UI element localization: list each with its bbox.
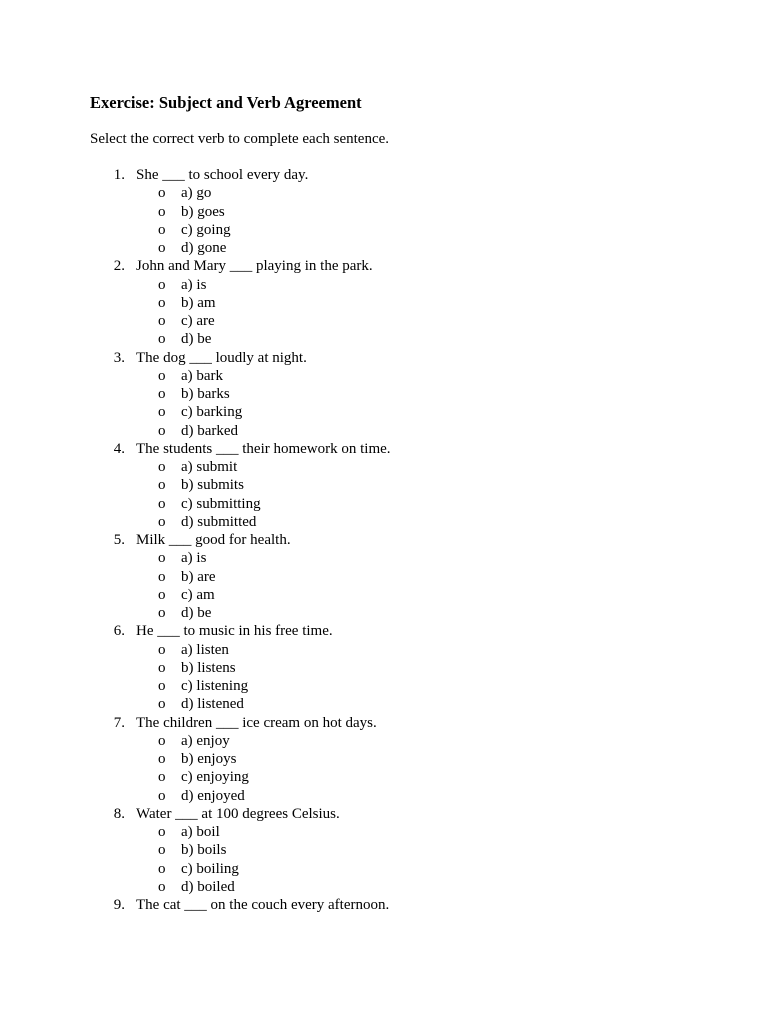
option-text: b) barks [181, 386, 230, 402]
option-bullet: o [158, 586, 166, 603]
option-bullet: o [158, 824, 166, 840]
question-item [0, 714, 768, 805]
option-text: d) gone [181, 240, 227, 256]
option-bullet: o [158, 550, 166, 567]
option-item [0, 367, 768, 385]
option-text: c) boiling [181, 860, 239, 877]
question-number: 6. [113, 623, 125, 640]
option-text: c) are [181, 313, 215, 329]
option-text: b) boils [181, 842, 227, 859]
option-bullet: o [158, 696, 166, 713]
option-text: b) are [181, 568, 216, 585]
question-text: The children ___ ice cream on hot days. [136, 714, 377, 731]
question-text: She ___ to school every day. [136, 167, 309, 183]
option-item [0, 677, 768, 695]
option-item [0, 422, 768, 440]
question-row [0, 440, 768, 458]
option-text: d) enjoyed [181, 787, 245, 804]
question-row [0, 531, 768, 549]
option-bullet: o [158, 732, 166, 749]
question-item [0, 349, 768, 440]
option-bullet: o [158, 313, 166, 329]
question-text: Water ___ at 100 degrees Celsius. [136, 805, 340, 822]
option-text: a) bark [181, 367, 224, 384]
question-item [0, 440, 768, 531]
page-title: Exercise: Subject and Verb Agreement [90, 93, 362, 112]
option-item [0, 476, 768, 494]
option-text: d) barked [181, 422, 239, 439]
option-item [0, 787, 768, 805]
question-row [0, 622, 768, 640]
option-bullet: o [158, 459, 166, 475]
option-item [0, 495, 768, 513]
question-row [0, 257, 768, 275]
option-text: d) listened [181, 696, 244, 713]
option-item [0, 330, 768, 348]
option-bullet: o [158, 185, 166, 202]
option-text: d) be [181, 331, 212, 348]
option-text: a) is [181, 550, 207, 567]
option-item [0, 184, 768, 202]
option-text: c) listening [181, 678, 249, 694]
option-list [0, 549, 768, 622]
option-bullet: o [158, 860, 166, 877]
question-item [0, 257, 768, 348]
option-text: a) go [181, 185, 212, 202]
option-bullet: o [158, 878, 166, 895]
option-bullet: o [158, 495, 166, 512]
option-bullet: o [158, 294, 166, 311]
question-number: 2. [113, 258, 125, 275]
option-item [0, 586, 768, 604]
option-text: c) barking [181, 404, 243, 421]
question-text: Milk ___ good for health. [136, 532, 291, 548]
question-number: 9. [113, 897, 125, 913]
option-bullet: o [158, 221, 166, 238]
option-item [0, 458, 768, 476]
option-item [0, 549, 768, 567]
option-item [0, 841, 768, 859]
question-row [0, 166, 768, 184]
option-text: a) submit [181, 459, 238, 475]
option-text: a) boil [181, 824, 220, 840]
option-item [0, 239, 768, 257]
option-item [0, 659, 768, 677]
question-list [0, 166, 768, 914]
option-bullet: o [158, 842, 166, 859]
question-row [0, 349, 768, 367]
question-item [0, 531, 768, 622]
option-list [0, 732, 768, 805]
option-list [0, 276, 768, 349]
option-item [0, 732, 768, 750]
option-item [0, 695, 768, 713]
option-bullet: o [158, 203, 166, 220]
option-text: b) enjoys [181, 751, 237, 767]
option-list [0, 823, 768, 896]
option-item [0, 294, 768, 312]
option-bullet: o [158, 240, 166, 256]
question-text: John and Mary ___ playing in the park. [136, 258, 373, 275]
option-bullet: o [158, 276, 166, 293]
option-bullet: o [158, 422, 166, 439]
option-list [0, 641, 768, 714]
option-text: c) submitting [181, 495, 261, 512]
option-item [0, 750, 768, 768]
option-bullet: o [158, 641, 166, 658]
option-text: c) enjoying [181, 769, 249, 786]
option-item [0, 385, 768, 403]
question-row [0, 805, 768, 823]
option-item [0, 568, 768, 586]
option-item [0, 203, 768, 221]
option-item [0, 860, 768, 878]
option-text: c) am [181, 586, 215, 603]
question-item [0, 622, 768, 713]
option-text: d) boiled [181, 878, 235, 895]
option-bullet: o [158, 751, 166, 767]
question-text: The cat ___ on the couch every afternoon. [136, 897, 390, 913]
question-item [0, 896, 768, 914]
option-text: d) be [181, 605, 212, 621]
question-number: 3. [113, 349, 125, 366]
option-item [0, 878, 768, 896]
option-item [0, 768, 768, 786]
option-text: a) listen [181, 641, 229, 658]
option-item [0, 604, 768, 622]
option-item [0, 312, 768, 330]
question-row [0, 714, 768, 732]
option-bullet: o [158, 386, 166, 402]
option-text: b) submits [181, 477, 244, 494]
option-bullet: o [158, 568, 166, 585]
question-item [0, 166, 768, 257]
option-text: a) is [181, 276, 207, 293]
question-row [0, 896, 768, 914]
option-text: d) submitted [181, 513, 257, 530]
option-item [0, 513, 768, 531]
option-bullet: o [158, 331, 166, 348]
option-item [0, 823, 768, 841]
option-text: b) am [181, 294, 216, 311]
option-text: b) listens [181, 659, 236, 676]
question-number: 7. [113, 714, 125, 731]
option-item [0, 276, 768, 294]
question-item [0, 805, 768, 896]
option-item [0, 221, 768, 239]
option-text: b) goes [181, 203, 225, 220]
option-bullet: o [158, 605, 166, 621]
question-text: The dog ___ loudly at night. [136, 349, 307, 366]
option-list [0, 458, 768, 531]
question-text: The students ___ their homework on time. [136, 440, 391, 457]
option-bullet: o [158, 659, 166, 676]
question-number: 5. [113, 532, 125, 548]
question-number: 4. [113, 440, 125, 457]
option-bullet: o [158, 367, 166, 384]
option-bullet: o [158, 769, 166, 786]
question-text: He ___ to music in his free time. [136, 623, 333, 640]
option-list [0, 367, 768, 440]
question-number: 8. [113, 805, 125, 822]
option-item [0, 641, 768, 659]
instructions-text: Select the correct verb to complete each sentence. [90, 131, 390, 147]
option-bullet: o [158, 404, 166, 421]
option-bullet: o [158, 678, 166, 694]
option-list [0, 184, 768, 257]
option-bullet: o [158, 477, 166, 494]
option-text: a) enjoy [181, 732, 230, 749]
option-bullet: o [158, 513, 166, 530]
option-bullet: o [158, 787, 166, 804]
option-text: c) going [181, 221, 231, 238]
option-item [0, 403, 768, 421]
question-number: 1. [113, 167, 125, 183]
